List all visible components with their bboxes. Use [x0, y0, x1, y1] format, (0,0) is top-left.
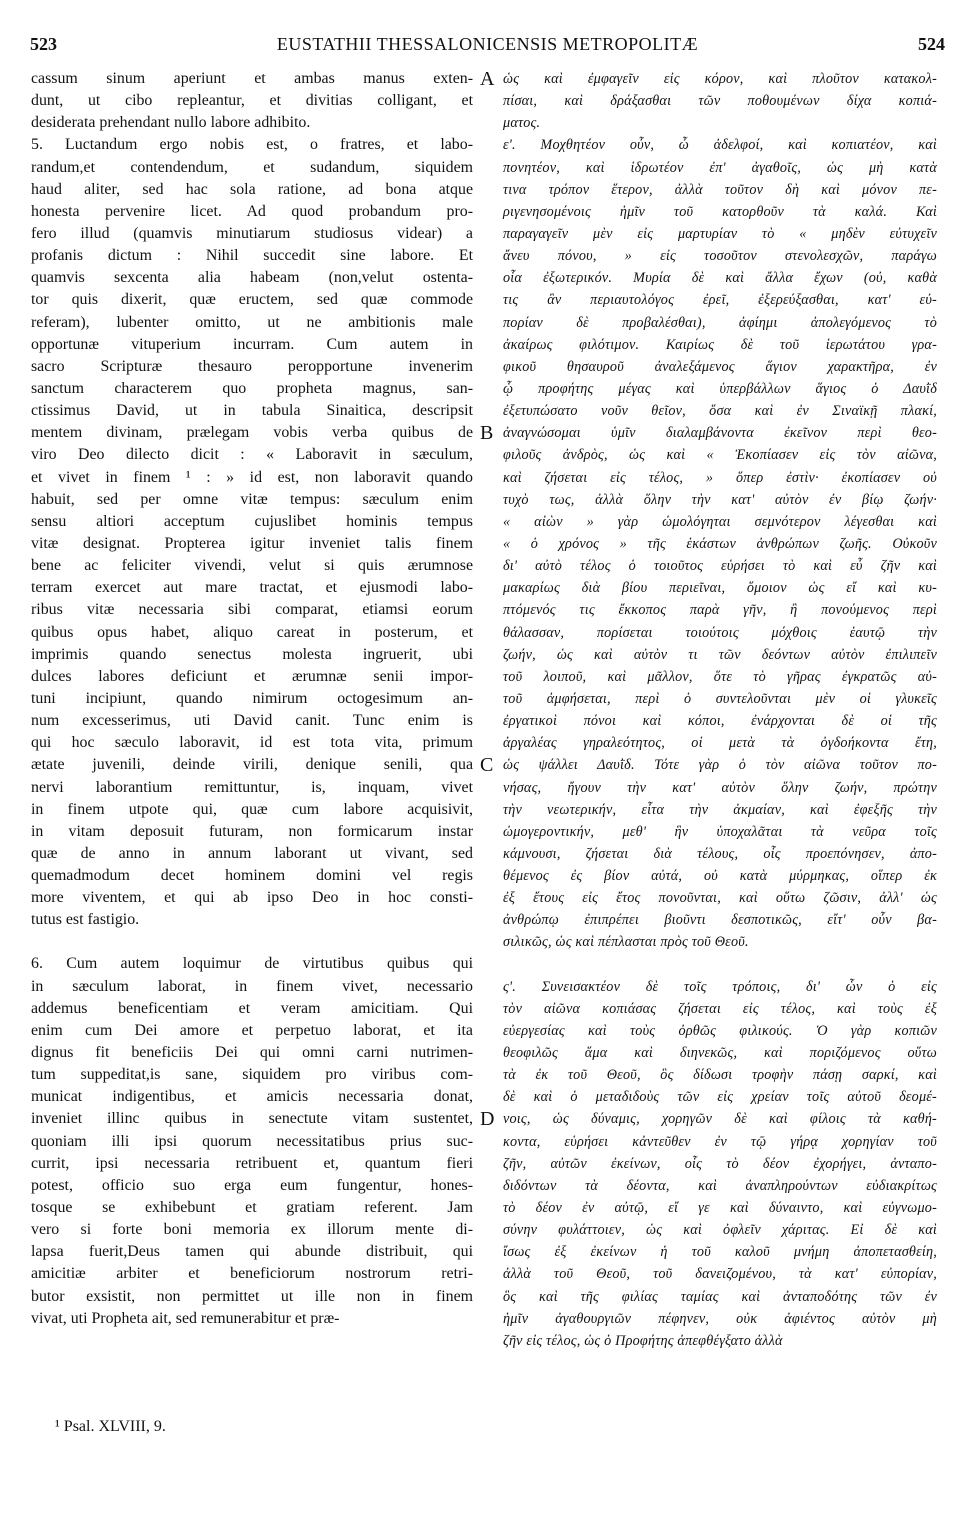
greek-text-line: παραγαγεῖν μὲν εἰς μαρτυρίαν τὸ « μηδὲν εὐτυχεῖν [503, 225, 937, 242]
greek-text-line: μακαρίως διὰ βίου περιεῖναι, ὅμοιον ὡς εἴ καὶ κυ- [503, 580, 937, 597]
latin-text-line: habuit, sed per omne vitæ tempus: sæculum enim [31, 490, 473, 508]
page-number-left: 523 [30, 34, 57, 54]
latin-text-line: in finem utpote qui, quæ cum labore acquisivit, [31, 800, 473, 818]
latin-text-line: quamvis sexcenta alia habeam (non,velut ostenta- [31, 269, 473, 287]
greek-text-line: νοις, ὡς δύναμις, χορηγῶν δὲ καὶ φίλοις τὰ καθή- [503, 1111, 937, 1128]
greek-text-line: ε'. Μοχθητέον οὖν, ὦ ἀδελφοί, καὶ κοπιατέον, καὶ [503, 137, 937, 154]
latin-text-line: lapsa fuerit,Deus tamen qui abunde distribuit, qui [31, 1243, 473, 1261]
latin-text-line: opportunæ vituperium incurram. Cum autem in [31, 335, 473, 353]
greek-text-line: καὶ ζήσεται εἰς τέλος, » ὅπερ ἐστὶν· ἐκοπίασεν οὐ [503, 469, 937, 486]
latin-text-line: ætate juvenili, deinde virili, denique senili, qua [31, 756, 473, 774]
greek-text-line: τὸ δέον ἐν αὐτῷ, εἴ γε καὶ δύναιντο, καὶ εὐγνωμο- [503, 1200, 937, 1217]
greek-text-line: κοντα, εὑρήσει κἀντεῦθεν ἐν τῷ γήρᾳ χορηγίαν τοῦ [503, 1133, 937, 1150]
latin-text-line: quoniam illi ipsi quorum necessitatibus prius suc- [31, 1132, 473, 1150]
greek-text-line: « αἰὼν » γὰρ ὡμολόγηται σεμνότερον λέγεσθαι καὶ [503, 513, 937, 530]
latin-text-line: more viventem, et qui ab ipso Deo in hoc consti- [31, 889, 473, 907]
latin-column [31, 68, 473, 1330]
latin-text-line: tuni incipiunt, quando nimirum octogesimum an- [31, 689, 473, 707]
greek-text-line: ἡμῖν ἀγαθουργιῶν πέφηνεν, οὐκ ἀφιέντος αὐτὸν μὴ [503, 1310, 937, 1327]
latin-text-line: mentem divinam, prælegam vobis verba quibus de [31, 424, 473, 442]
latin-text-line: et vivet in finem ¹ : » id est, non laboravit quando [31, 468, 473, 486]
latin-text-line: terram exercet aut mare tractat, et ejusmodi labo- [31, 579, 473, 597]
latin-text-line: desiderata prehendant nullo labore adhibito. [31, 114, 311, 132]
greek-text-line: τις ἂν περιαυτολόγος ἐρεῖ, ἐξερεύξασθαι, κατ' εὐ- [503, 292, 937, 309]
latin-text-line: potest, officio suo erga eum fungentur, hones- [31, 1176, 473, 1194]
greek-text-line: πορίαν δὲ προβαλέσθαι), ἀφίημι ἀπολεγόμενος τὸ [503, 314, 937, 331]
latin-text-line: quemadmodum decet hominem domini vel regis [31, 867, 473, 885]
margin-marker-b: B [480, 422, 494, 444]
latin-text-line: dunt, ut cibo repleantur, et divitias colligant, et [31, 92, 473, 110]
greek-text-line: θεοφιλῶς ἅμα καὶ διηνεκῶς, καὶ ποριζόμενος οὕτω [503, 1045, 937, 1062]
greek-text-line: φικοῦ θησαυροῦ ἀναλεξάμενος ἅγιον χαρακτῆρα, ἐν [503, 358, 937, 375]
greek-text-line: τινα τρόπον ἕτερον, ἀλλὰ τοῦτον δὴ καὶ μόνον πε- [503, 181, 937, 198]
greek-text-line: ὃς καὶ τῆς φιλίας ταμίας καὶ ἀνταποδότης τῶν ἐν [503, 1288, 937, 1305]
greek-text-line: κάμνουσι, ζήσεται διὰ τέλους, οἷς προεπόνησεν, ἀπο- [503, 845, 937, 862]
greek-text-line: θέμενος ἐς βίον αὐτά, οὐ κατὰ μύρμηκας, οἵπερ ἐκ [503, 868, 937, 885]
greek-text-line: ἀνθρώπῳ ἐπιπρέπει βιοῦντι δεσποτικῶς, εἴτ' οὖν βα- [503, 912, 937, 929]
latin-text-line: vitæ designat. Propterea igitur inveniet talis finem [31, 534, 473, 552]
greek-text-line: ριγενησομένοις ἡμῖν τοῦ κατορθοῦν τὰ καλά. Καὶ [503, 203, 937, 220]
latin-paragraph-gap [31, 931, 473, 953]
greek-text-line: τοῦ λοιποῦ, καὶ μᾶλλον, ὅτε τὸ γῆρας ἐγκρατῶς αὐ- [503, 668, 937, 685]
greek-text-line: πίσαι, καὶ δράξασθαι τῶν ποθουμένων δίχα κοπιά- [503, 93, 937, 110]
latin-text-line: municat indigentibus, et amicis necessaria donat, [31, 1088, 473, 1106]
latin-text-line: in sæculum laborat, in finem vivet, necessario [31, 977, 473, 995]
latin-text-line: bene ac feliciter vivendi, velut si quis ærumnose [31, 557, 473, 575]
greek-text-line: πονητέον, καὶ ἱδρωτέον ἐπ' ἀγαθοῖς, ὡς μὴ κατὰ [503, 159, 937, 176]
greek-text-line: ὠμογεροντικήν, μεθ' ἣν ὑποχαλᾶται τὰ νεῦρα τοῖς [503, 823, 937, 840]
greek-text-line: τὰ ἐκ τοῦ Θεοῦ, ὃς δίδωσι τροφὴν πάσῃ σαρκί, καὶ [503, 1067, 937, 1084]
greek-text-line: ἀναγνώσομαι ὑμῖν διαλαμβάνοντα ἐκεῖνον περὶ θεο- [503, 425, 937, 442]
latin-text-line: randum,et contendendum, et sudandum, siquidem [31, 158, 473, 176]
greek-text-line: οἷα ἐξωτερικόν. Μυρία δὲ καὶ ἄλλα ἔχων (οὐ, καθὰ [503, 270, 937, 287]
latin-text-line: quibus opus habet, aliquo careat in posterum, et [31, 623, 473, 641]
running-title: EUSTATHII THESSALONICENSIS METROPOLITÆ [276, 34, 699, 54]
latin-text-line: nervi laborantium remittuntur, is, inquam, vivet [31, 778, 473, 796]
greek-text-line: εὐεργεσίας καὶ τοὺς ὀρθῶς φιλικούς. Ὁ γὰρ κοπιῶν [503, 1022, 937, 1039]
latin-text-line: in vitam deposuit futuram, non formicarum instar [31, 822, 473, 840]
latin-text-line: fero illud (quamvis minutiarum studiosus videar) a [31, 224, 473, 242]
latin-text-line: num excesserimus, uti David canit. Tunc enim is [31, 712, 473, 730]
latin-text-line: haud aliter, sed hac sola ratione, ad bona atque [31, 180, 473, 198]
latin-text-line: qui hoc sæculo laboravit, id est tota vita, primum [31, 734, 473, 752]
margin-marker-c: C [480, 754, 494, 776]
greek-text-line: ς'. Συνεισακτέον δὲ τοῖς τρόποις, δι' ὧν ὁ εἰς [503, 978, 937, 995]
greek-text-line: φιλοῦς ἀνδρὸς, ὡς καὶ « Ἐκοπίασεν εἰς τὸν αἰῶνα, [503, 447, 937, 464]
greek-text-line: ἴσως ἐξ ἐκείνων ἡ τοῦ καλοῦ μνήμη ἀποπετασθείη, [503, 1244, 937, 1261]
latin-text-line: dulces labores deficiunt et ærumnæ senii impor- [31, 667, 473, 685]
latin-text-line: inveniet illinc quibus in senectute vitam sustentet, [31, 1110, 473, 1128]
greek-text-line: θάλασσαν, πορίσεται τοιούτοις μόχθοις ἑαυτῷ τὴν [503, 624, 937, 641]
latin-text-line: 5. Luctandum ergo nobis est, o fratres, et labo- [31, 136, 473, 154]
greek-text-line: ἐξ ἔτους εἰς ἔτος πονοῦνται, καὶ οὕτω ζῶσιν, ἀλλ' ὡς [503, 890, 937, 907]
latin-text-line: profanis dictum : Nihil succedit sine labore. Et [31, 247, 473, 265]
greek-text-line: δὲ καὶ ὁ μεταδιδοὺς τῶν εἰς χρείαν τοῖς αὐτοῦ δεομέ- [503, 1089, 937, 1106]
greek-text-line: ἄνευ πόνου, » εἰς τοσοῦτον στενολεσχῶν, παράγω [503, 248, 937, 265]
greek-text-line: δι' αὐτὸ τέλος ὁ τοιοῦτος εὑρήσει τὸ καὶ εὖ ζῆν καὶ [503, 558, 937, 575]
latin-text-line: butor exsistit, non permittet ut ille non in finem [31, 1287, 473, 1305]
margin-marker-a: A [480, 68, 495, 90]
greek-text-line: ὡς ψάλλει Δαυῒδ. Τότε γὰρ ὁ τὸν αἰῶνα τοῦτον πο- [503, 757, 937, 774]
greek-text-line: ζωήν, ὡς καὶ αὐτὸν τι τῶν δεόντων αὐτὸν ἐπιλιπεῖν [503, 646, 937, 663]
greek-text-line: τυχὸ τως, ἀλλὰ ὅλην τὴν κατ' αὐτὸν ἐν βίῳ ζωήν· [503, 491, 937, 508]
page-header [30, 34, 945, 60]
footnote: ¹ Psal. XLVIII, 9. [55, 1418, 166, 1435]
greek-text-line: πτόμενός τις ἔκκοπος παρὰ γῆν, ἢ πονούμενος περὶ [503, 602, 937, 619]
latin-text-line: enim cum Dei amore et perpetuo laborat, et ita [31, 1021, 473, 1039]
greek-text-line: ἐργατικοὶ πόνοι καὶ κόποι, ἐνάρχονται δὲ οἱ τῆς [503, 713, 937, 730]
latin-text-line: viro Deo dilecto dicit : « Laboravit in sæculum, [31, 446, 473, 464]
latin-text-line: tor quis dixerit, quæ eructem, sed quæ commode [31, 291, 473, 309]
greek-text-line: ἀκαίρως φιλότιμον. Καιρίως δὲ τοῦ ἱερωτάτου γρα- [503, 336, 937, 353]
latin-text-line: tutus est fastigio. [31, 911, 140, 929]
greek-text-line: τὸν αἰῶνα κοπιάσας ζήσεται εἰς τέλος, καὶ τοὺς ἐξ [503, 1000, 937, 1017]
greek-text-line: νήσας, ἤγουν τὴν κατ' αὐτὸν ὅλην ζωήν, πρώτην [503, 779, 937, 796]
latin-text-line: honesta pervenire licet. Ad quod probandum pro- [31, 202, 473, 220]
latin-text-line: referam), lubenter omitto, ut ne ambitionis male [31, 313, 473, 331]
latin-text-line: vero si forte boni memoria ex illorum mente di- [31, 1221, 473, 1239]
latin-text-line: 6. Cum autem loquimur de virtutibus quibus qui [31, 955, 473, 973]
latin-text-line: imprimis quando senectus molesta ingruerit, ubi [31, 645, 473, 663]
latin-text-line: tum suppeditat,is sane, siquidem pro viribus com- [31, 1066, 473, 1084]
greek-text-line: « ὁ χρόνος » τῆς ἑκάστων ἀνθρώπων ζωῆς. Οὐκοῦν [503, 535, 937, 552]
latin-text-line: ctissimus David, ut in tabula Sinaitica, descripsit [31, 402, 473, 420]
greek-text-line: τοῦ ἀμφήσεται, περὶ ὁ συντελοῦνται μὲν οἱ γλυκεῖς [503, 690, 937, 707]
latin-text-line: ribus vitæ necessaria sibi comparat, etiamsi eorum [31, 601, 473, 619]
greek-text-line: διδόντων τὰ δέοντα, καὶ ἀναπληρούντων εὐδιακρίτως [503, 1177, 937, 1194]
greek-text-line: σιλικῶς, ὡς καὶ πέπλασται πρὸς τοῦ Θεοῦ. [503, 934, 749, 951]
latin-text-line: sacro Scripturæ thesauro peropportune invenerim [31, 357, 473, 375]
greek-column [503, 68, 937, 1352]
greek-text-line: ζῆν εἰς τέλος, ὡς ὁ Προφήτης ἀπεφθέγξατο ἀλλὰ [503, 1332, 783, 1349]
latin-text-line: addemus beneficentiam et veram amicitiam. Qui [31, 999, 473, 1017]
greek-text-line: ἀλλὰ τοῦ Θεοῦ, τοῦ δανειζομένου, τὰ κατ' εὐπορίαν, [503, 1266, 937, 1283]
greek-text-line: ἐξετυπώσατο νοῦν θεῖον, ὅσα καὶ ἐν Σιναϊκῇ πλακί, [503, 403, 937, 420]
latin-text-line: amicitiæ arbiter et beneficiorum nostrorum retri- [31, 1265, 473, 1283]
greek-text-line: τὴν νεωτερικήν, εἶτα τὴν ἀκμαίαν, καὶ ἐφεξῆς τὴν [503, 801, 937, 818]
greek-text-line: ᾧ προφήτης μέγας καὶ ὑπερβάλλων ἅγιος ὁ Δαυῒδ [503, 380, 937, 397]
latin-text-line: cassum sinum aperiunt et ambas manus exten- [31, 70, 473, 87]
greek-paragraph-gap [503, 954, 937, 976]
greek-text-line: ζῆν, αὐτῶν ἐκείνων, οἷς τὸ δέον ἐχορήγει, ἀνταπο- [503, 1155, 937, 1172]
greek-text-line: σύνην φυλάττοιεν, ὡς καὶ ὀφλεῖν χάριτας. Εἰ δὲ καὶ [503, 1222, 937, 1239]
greek-text-line: ἀργαλέας γηραλεότητος, οἱ μετὰ τὰ ὀγδοήκοντα ἔτη, [503, 735, 937, 752]
latin-text-line: vivat, uti Propheta ait, sed remunerabitur et præ- [31, 1309, 340, 1327]
latin-text-line: sensu altiori acceptum cujuslibet hominis tempus [31, 512, 473, 530]
margin-marker-d: D [480, 1108, 495, 1130]
latin-text-line: tosque se exhibebunt et gratiam referent. Jam [31, 1199, 473, 1217]
greek-text-line: ὡς καὶ ἐμφαγεῖν εἰς κόρον, καὶ πλοῦτον κατακολ- [503, 71, 937, 87]
latin-text-line: quæ de anno in annum laborant ut vivant, sed [31, 844, 473, 862]
latin-text-line: sanctum characterem quo propheta magnus, san- [31, 379, 473, 397]
greek-text-line: ματος. [503, 115, 541, 132]
latin-text-line: dignus fit beneficiis Dei qui omni carni nutrimen- [31, 1044, 473, 1062]
latin-text-line: currit, ipsi necessaria retribuent et, quantum fieri [31, 1154, 473, 1172]
page-number-right: 524 [918, 34, 945, 54]
